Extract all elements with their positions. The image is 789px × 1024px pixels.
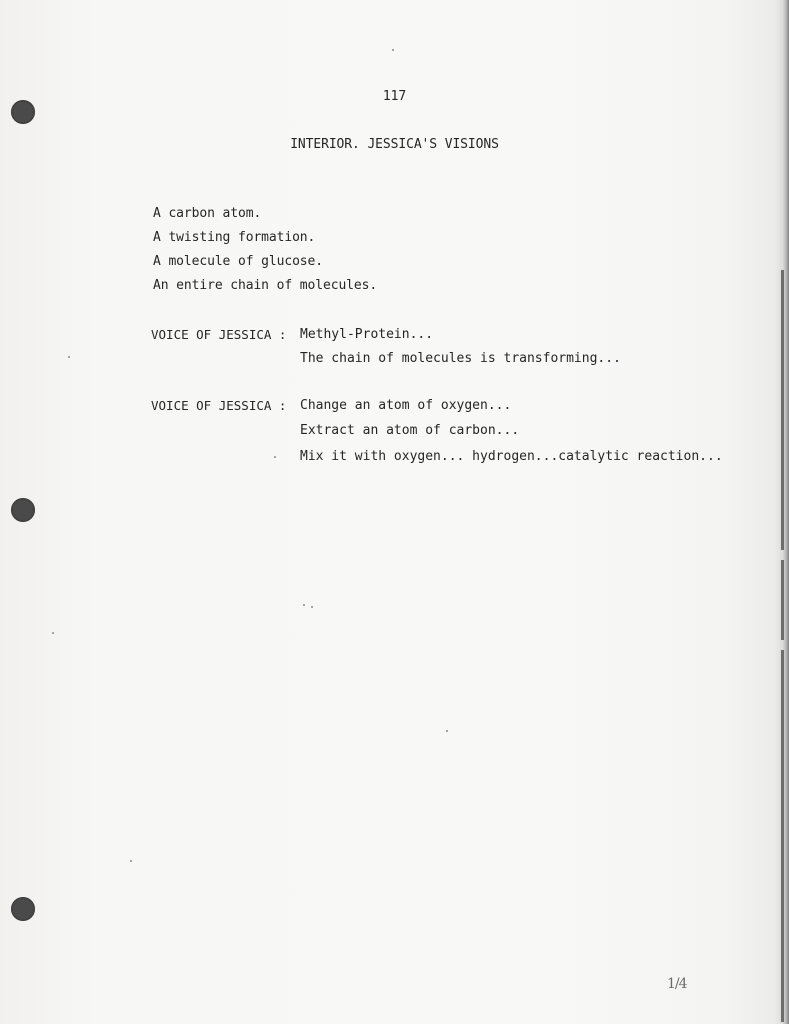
paper-speck <box>52 632 54 634</box>
scene-heading: INTERIOR. JESSICA'S VISIONS <box>290 137 499 152</box>
paper-speck <box>130 860 132 862</box>
action-line: An entire chain of molecules. <box>153 278 378 293</box>
dialogue-line: Change an atom of oxygen... <box>300 398 512 413</box>
page-number: 117 <box>382 89 407 104</box>
edge-mark <box>781 650 784 1022</box>
action-line: A molecule of glucose. <box>153 254 323 269</box>
speaker-name: VOICE OF JESSICA : <box>151 398 287 413</box>
speaker-name: VOICE OF JESSICA : <box>151 327 287 342</box>
dialogue-line: Extract an atom of carbon... <box>300 423 520 438</box>
edge-mark <box>781 270 784 550</box>
edge-mark <box>781 560 784 640</box>
binder-hole-bottom <box>11 897 35 921</box>
paper-speck <box>274 456 276 458</box>
dialogue-line: Mix it with oxygen... hydrogen...catalytic reaction... <box>300 449 723 464</box>
paper-speck <box>303 604 305 606</box>
paper-speck <box>446 730 448 732</box>
handwritten-note: 1/4 <box>667 976 687 992</box>
binder-hole-middle <box>11 498 35 522</box>
action-line: A twisting formation. <box>153 230 316 245</box>
paper-speck <box>311 606 313 608</box>
action-line: A carbon atom. <box>153 206 262 221</box>
dialogue-line: The chain of molecules is transforming... <box>300 351 621 366</box>
paper-speck <box>68 356 70 358</box>
dialogue-line: Methyl-Protein... <box>300 327 434 342</box>
paper-speck <box>392 49 394 51</box>
